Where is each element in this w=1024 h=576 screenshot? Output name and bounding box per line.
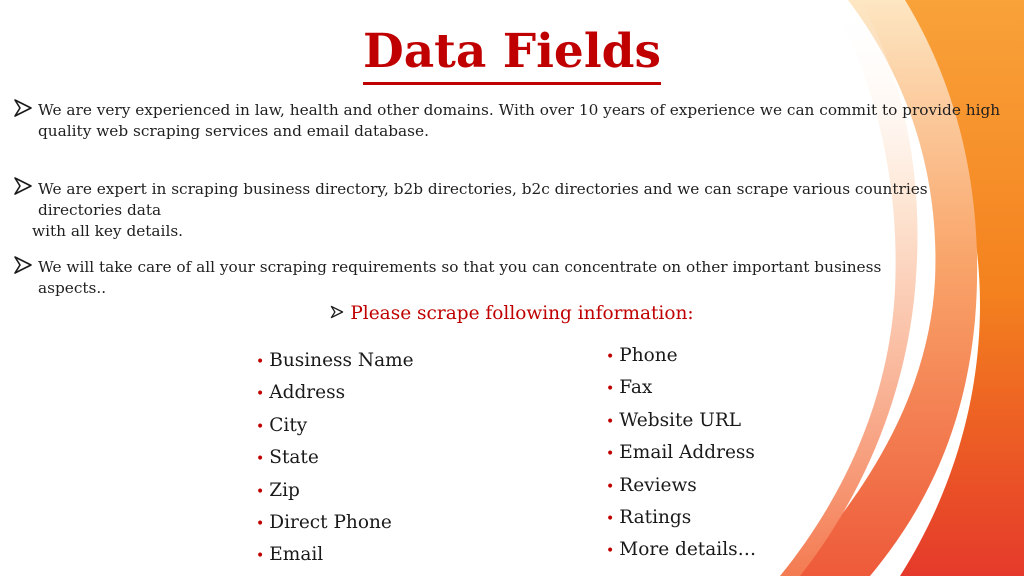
paragraph-directories-line-2: with all key details. [32,222,184,240]
bullet-dot-icon: • [606,349,615,365]
paragraph-requirements: We will take care of all your scraping requirements so that you can concentrate on other important business aspects.. [38,258,882,297]
bullet-dot-icon: • [256,354,265,370]
field-label: Email Address [619,442,755,464]
bullet-dot-icon: • [256,548,265,565]
fields-list-right [606,340,756,567]
page-title [0,22,1024,85]
list-item [256,539,414,571]
list-item [256,377,414,409]
field-label: More details… [619,539,757,561]
subheading [0,301,1024,327]
list-item [606,372,756,404]
list-item [256,410,414,442]
field-label: Email [269,544,324,566]
field-label: Reviews [619,474,697,496]
bullet-dot-icon: • [606,510,615,527]
bullet-dot-icon: • [606,381,615,398]
bullet-dot-icon: • [606,446,615,463]
list-item [606,502,756,534]
page-title-text: Data Fields [363,22,661,85]
list-item [256,507,414,539]
field-label: Direct Phone [269,511,392,533]
bullet-dot-icon: • [256,386,265,403]
paragraph-directories-line-1: We are expert in scraping business directory, b2b directories, b2c directories and we can scrape various countries directories data [38,180,928,219]
field-label: Address [269,382,346,404]
fields-list-left [256,345,414,572]
bullet-dot-icon: • [256,451,265,468]
arrow-bullet-icon [13,98,33,118]
field-label: State [269,447,319,469]
bullet-dot-icon: • [606,478,615,495]
subheading-text: Please scrape following information: [350,303,694,324]
list-item [606,470,756,502]
list-item [256,475,414,507]
bullet-dot-icon: • [256,418,265,435]
paragraph-directories [32,179,1003,242]
list-item [256,442,414,474]
field-label: Ratings [619,506,692,528]
field-label: Fax [619,377,653,399]
bullet-dot-icon: • [256,483,265,500]
arrow-bullet-icon [13,176,33,196]
paragraph-experience: We are very experienced in law, health and other domains. With over 10 years of experience we can commit to provide high quality web scraping services and email database. [38,101,1001,140]
field-label: Website URL [619,409,742,431]
bullet-dot-icon: • [606,543,615,560]
list-item [606,405,756,437]
arrow-bullet-icon [330,305,344,319]
field-label: Phone [619,345,678,366]
list-item [256,345,414,377]
bullet-dot-icon: • [606,413,615,430]
field-label: Zip [269,479,300,501]
field-label: City [269,414,308,436]
list-item [606,534,756,566]
arrow-bullet-icon [13,255,33,275]
field-label: Business Name [269,350,414,371]
list-item [606,437,756,469]
bullet-dot-icon: • [256,515,265,532]
list-item [606,340,756,372]
